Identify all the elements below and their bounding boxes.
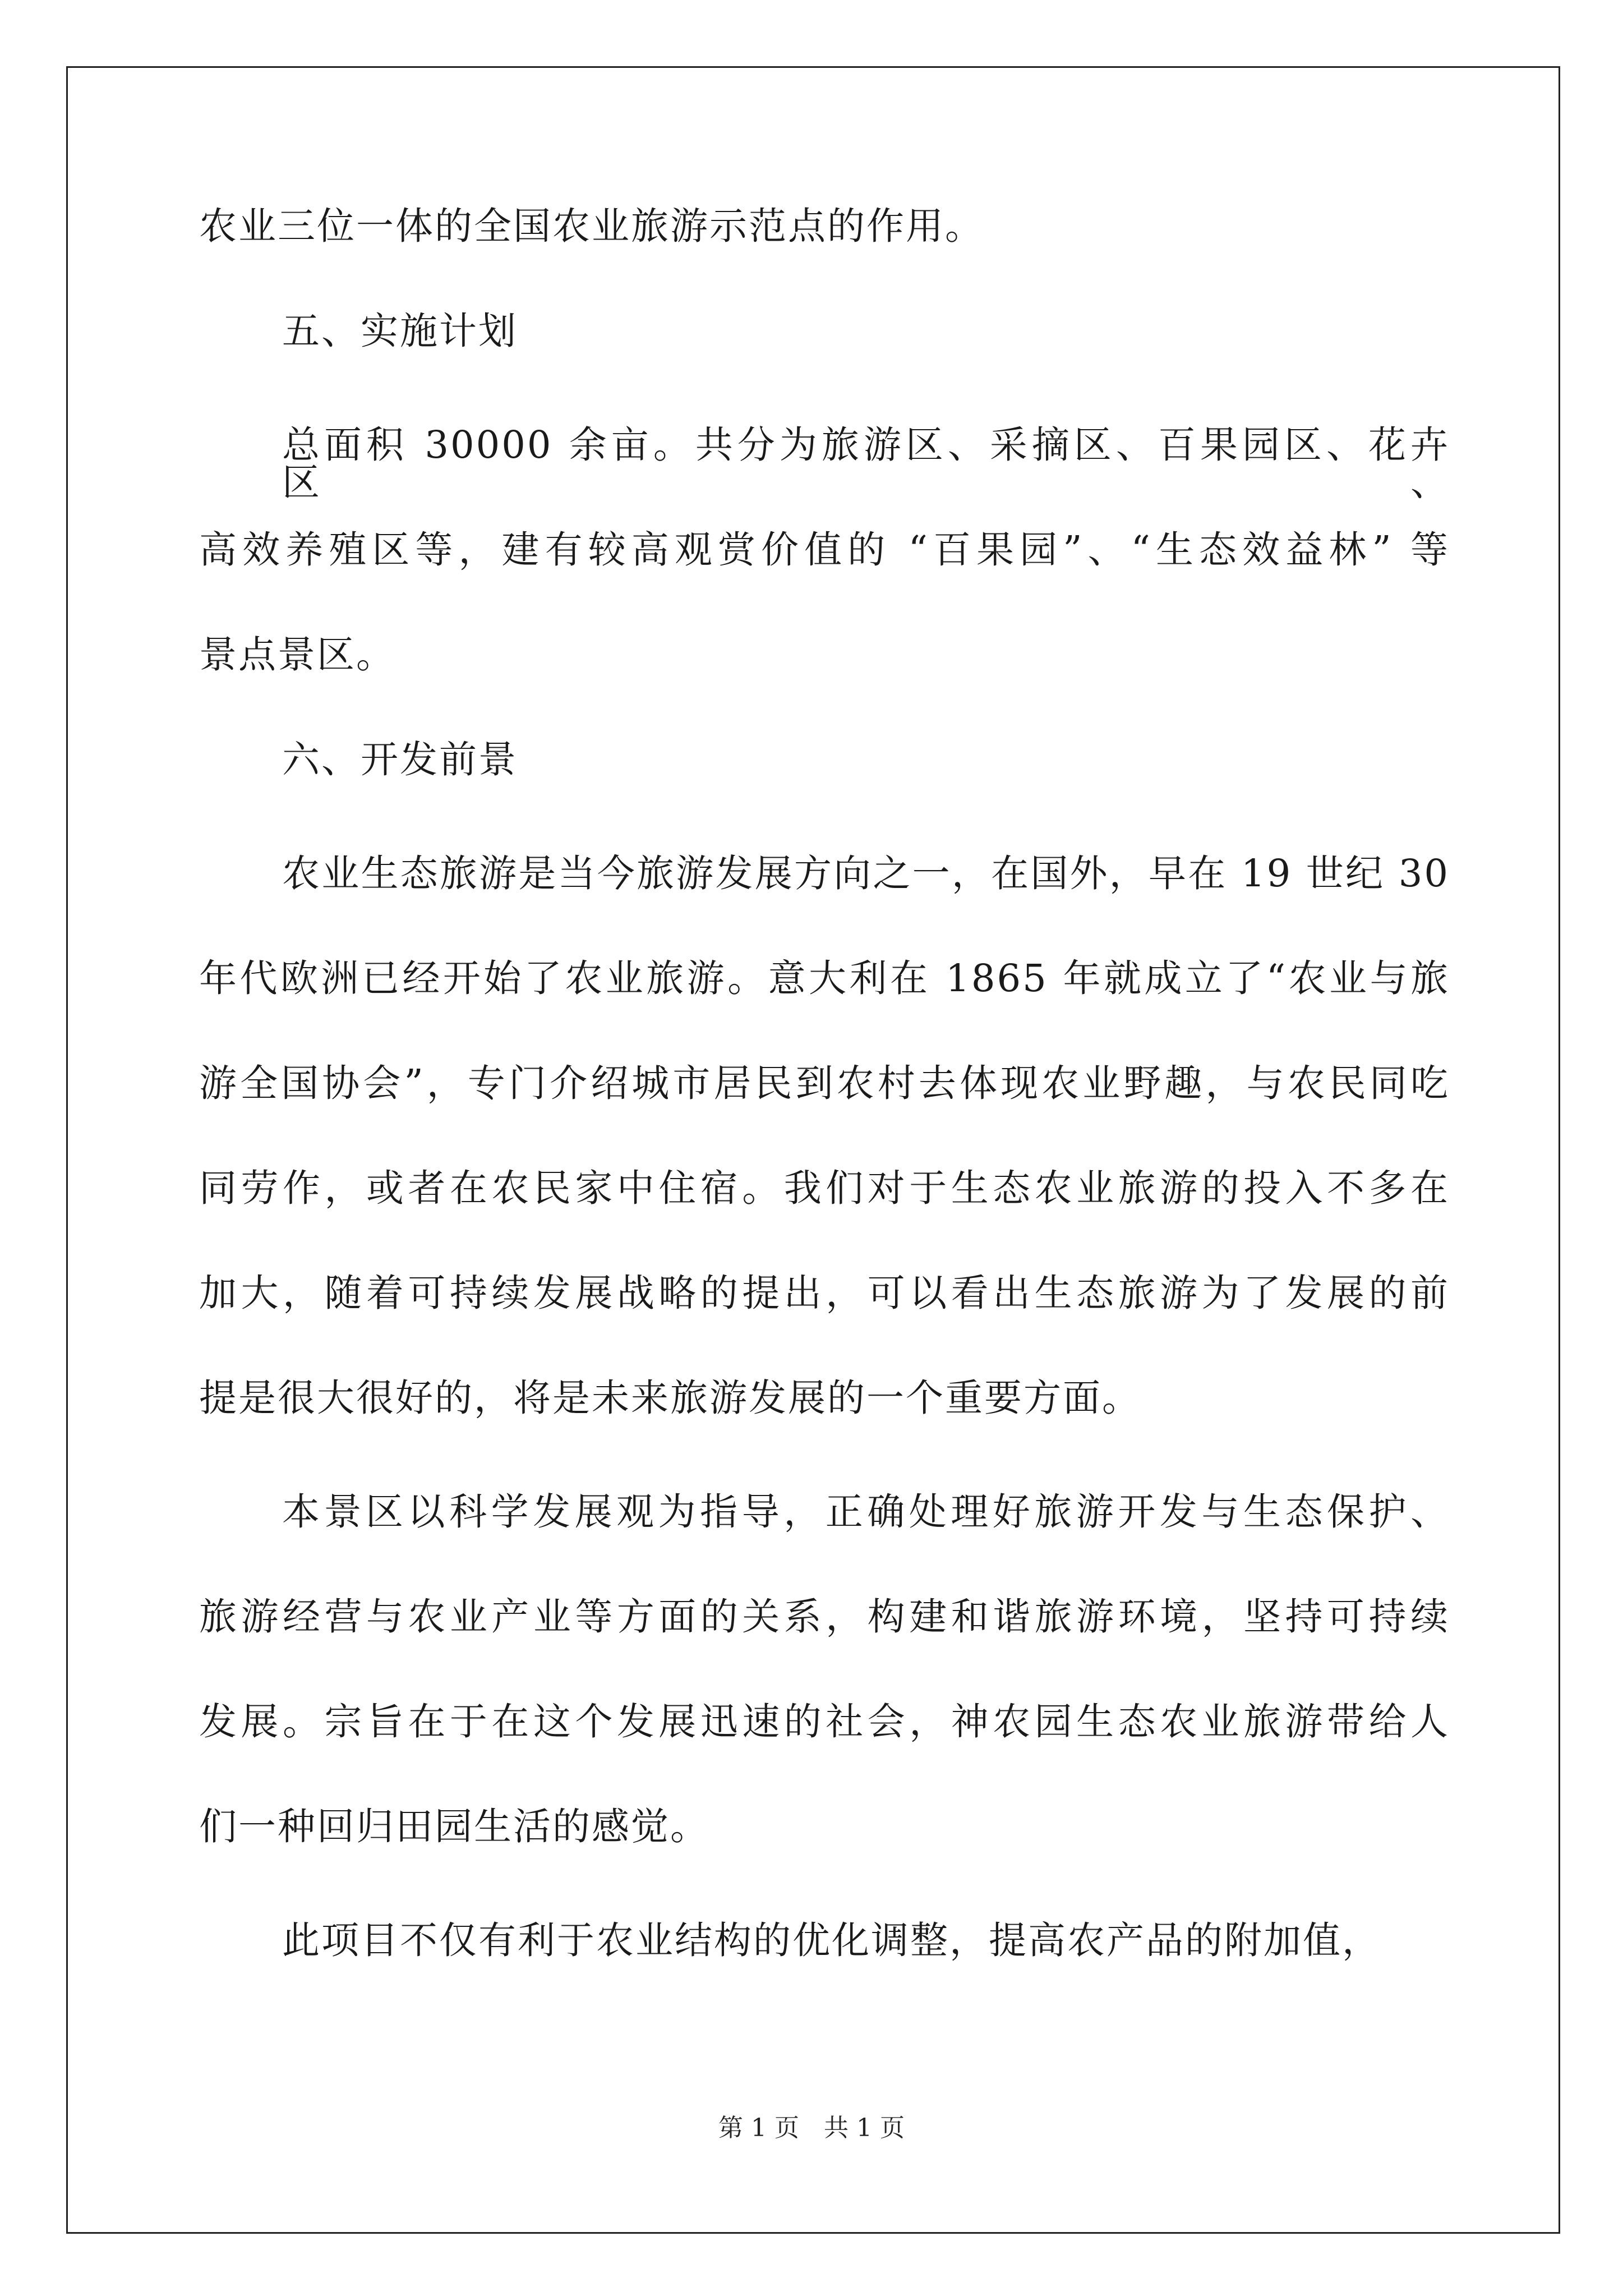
paragraph-line: 本景区以科学发展观为指导，正确处理好旅游开发与生态保护、 [282,1490,1450,1534]
page-number-footer: 第 1 页 共 1 页 [718,2114,905,2142]
paragraph-line: 同劳作，或者在农民家中住宿。我们对于生态农业旅游的投入不多在 [199,1166,1450,1210]
paragraph-line: 旅游经营与农业产业等方面的关系，构建和谐旅游环境，坚持可持续 [199,1595,1450,1639]
section-heading: 六、开发前景 [282,738,518,781]
paragraph-line: 发展。宗旨在于在这个发展迅速的社会，神农园生态农业旅游带给人 [199,1700,1450,1743]
paragraph-line: 年代欧洲已经开始了农业旅游。意大利在 1865 年就成立了“农业与旅 [199,956,1450,1000]
paragraph-line: 提是很大很好的，将是未来旅游发展的一个重要方面。 [199,1376,1141,1420]
paragraph-line: 高效养殖区等，建有较高观赏价值的 “百果园”、“生态效益林” 等 [199,528,1450,572]
paragraph-line: 农业生态旅游是当今旅游发展方向之一，在国外，早在 19 世纪 30 [282,852,1450,895]
paragraph-line: 农业三位一体的全国农业旅游示范点的作用。 [199,204,984,248]
paragraph-line: 加大，随着可持续发展战略的提出，可以看出生态旅游为了发展的前 [199,1271,1450,1315]
paragraph-line: 总面积 30000 余亩。共分为旅游区、采摘区、百果园区、花卉区、 [282,423,1450,504]
section-heading: 五、实施计划 [282,309,518,353]
paragraph-line: 此项目不仅有利于农业结构的优化调整，提高农产品的附加值， [282,1918,1381,1962]
paragraph-line: 们一种回归田园生活的感觉。 [199,1805,709,1848]
paragraph-line: 景点景区。 [199,633,395,677]
paragraph-line: 游全国协会”，专门介绍城市居民到农村去体现农业野趣，与农民同吃 [199,1061,1450,1105]
document-body [199,204,1450,1962]
